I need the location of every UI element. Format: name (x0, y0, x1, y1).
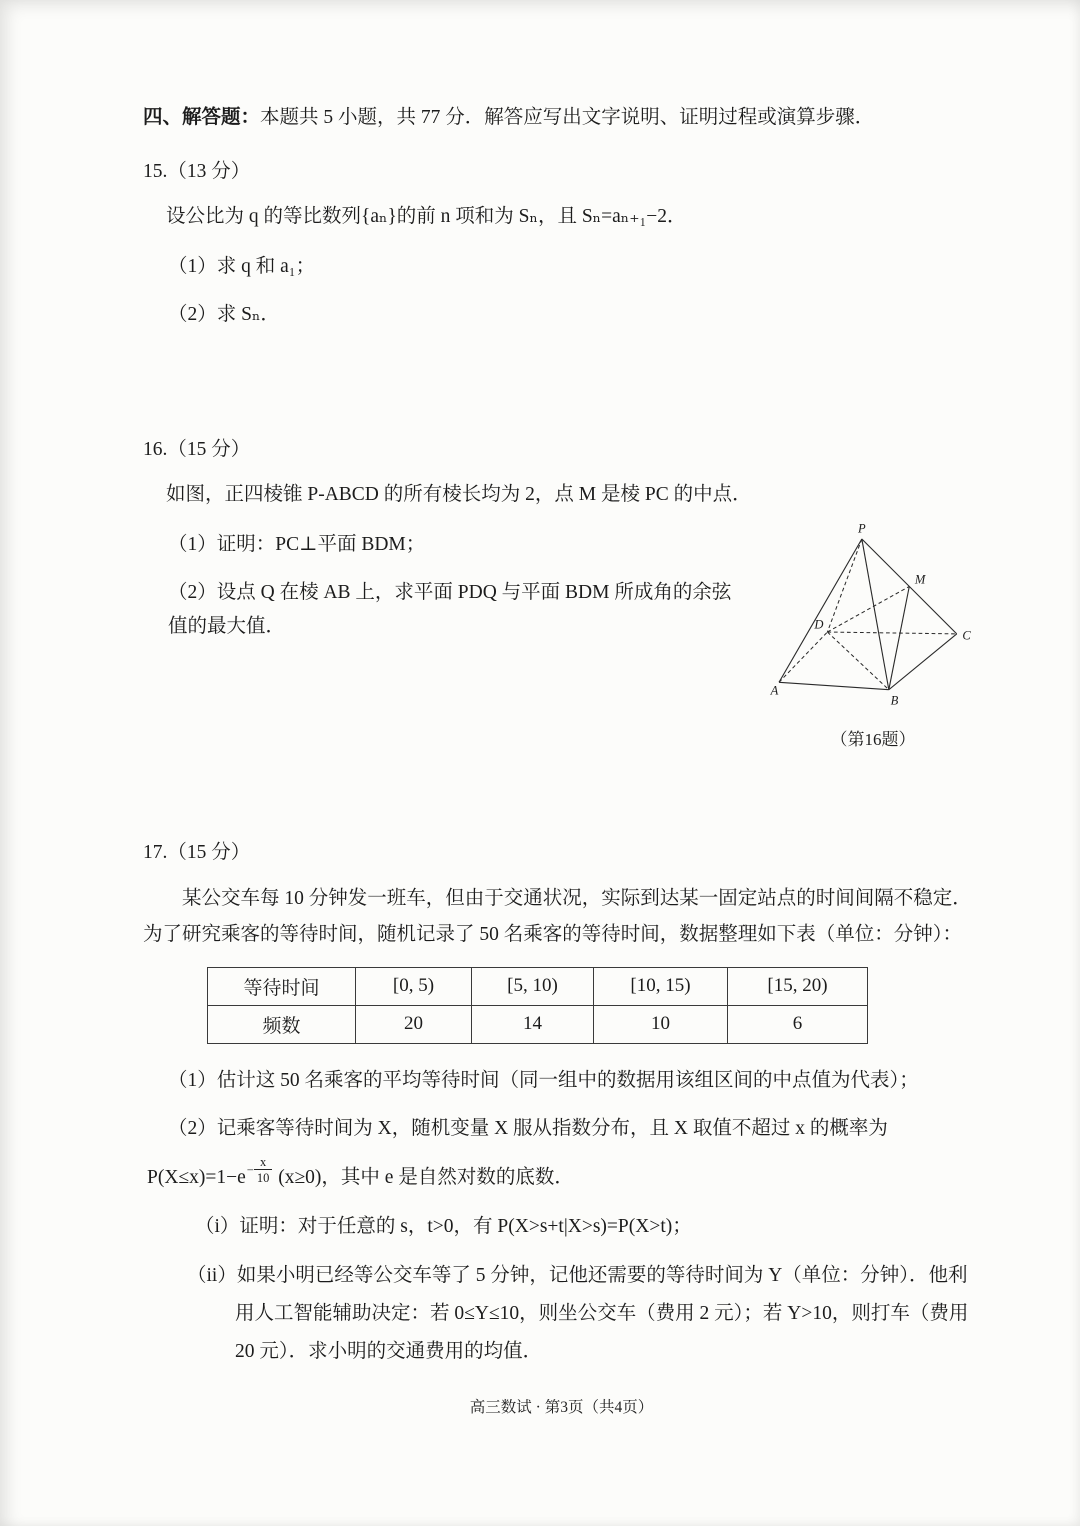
pyramid-diagram (766, 520, 980, 718)
formula-lhs: P(X≤x)=1−e (147, 1167, 246, 1189)
vertex-label-D: D (814, 616, 824, 631)
page-footer: 高三数试 · 第3页（共4页） (469, 1399, 654, 1417)
question-16-figure (766, 520, 980, 750)
question-17-intro: 某公交车每 10 分钟发一班车，但由于交通状况，实际到达某一固定站点的时间间隔不稳定．为了研究乘客的等待时间，随机记录了 50 名乘客的等待时间，数据整理如下表（单位：分钟）： (143, 887, 972, 945)
question-16 (143, 433, 980, 750)
frequency-value-4: 6 (728, 1005, 868, 1043)
frequency-value-3: 10 (594, 1005, 728, 1043)
table-header-interval-4: [15, 20) (728, 967, 868, 1005)
question-17-part-2-lead: （2）记乘客等待时间为 X，随机变量 X 服从指数分布，且 X 取值不超过 x 的概率为 (168, 1117, 888, 1139)
vertex-label-A: A (770, 683, 779, 698)
vertex-label-P: P (857, 521, 866, 536)
edge-AB (779, 682, 889, 689)
vertex-label-B: B (890, 693, 899, 708)
segment-DM (827, 586, 909, 632)
formula-exponent-numerator: x (259, 1154, 267, 1169)
question-16-intro: 如图，正四棱锥 P-ABCD 的所有棱长均为 2，点 M 是棱 PC 的中点． (166, 483, 752, 505)
question-17-item-i: （i）证明：对于任意的 s，t>0，有 P(X>s+t|X>s)=P(X>t)； (195, 1216, 692, 1238)
waiting-time-table (207, 967, 868, 1044)
vertex-label-M: M (914, 572, 926, 587)
formula-exponent-fraction (254, 1156, 273, 1185)
question-17-item-ii: （ii）如果小明已经等公交车等了 5 分钟，记他还需要的等待时间为 Y（单位：分钟）．他利用人工智能辅助决定：若 0≤Y≤10，则坐公交车（费用 2 元）；若 Y>10，则打车（费用 20 元）．求小明的交通费用的均值． (187, 1265, 969, 1363)
question-15-intro: 设公比为 q 的等比数列{aₙ}的前 n 项和为 Sₙ，且 Sₙ=aₙ₊₁−2． (166, 206, 687, 228)
table-header-row (208, 967, 868, 1005)
formula-exponent (247, 1156, 273, 1185)
edge-PD (827, 539, 861, 632)
edge-DC (827, 632, 956, 634)
section-header-desc: 本题共 5 小题，共 77 分．解答应写出文字说明、证明过程或演算步骤． (260, 107, 875, 128)
question-16-part-1: （1）证明：PC⊥平面 BDM； (168, 533, 426, 555)
question-17-label: 17.（15 分） (143, 841, 251, 863)
question-17-part-1: （1）估计这 50 名乘客的平均等待时间（同一组中的数据用该组区间的中点值为代表）； (168, 1069, 919, 1091)
exponential-distribution-formula (147, 1154, 980, 1195)
question-15-part-2: （2）求 Sₙ． (168, 304, 280, 326)
question-15-label: 15.（13 分） (143, 161, 251, 183)
formula-exponent-denominator: 10 (254, 1169, 273, 1185)
question-16-part-2: （2）设点 Q 在棱 AB 上，求平面 PDQ 与平面 BDM 所成角的余弦值的最大值． (168, 581, 732, 637)
section-header-type: 四、解答题： (143, 107, 261, 128)
segment-BM (889, 586, 909, 689)
table-header-interval-3: [10, 15) (594, 967, 728, 1005)
table-header-waiting-time: 等待时间 (208, 967, 356, 1005)
question-15 (143, 155, 980, 332)
vertex-label-C: C (962, 628, 971, 643)
frequency-value-2: 14 (472, 1005, 594, 1043)
formula-tail: (x≥0)，其中 e 是自然对数的底数． (273, 1167, 574, 1189)
table-header-interval-2: [5, 10) (472, 967, 594, 1005)
table-frequency-row (208, 1005, 868, 1043)
section-header (143, 102, 980, 133)
page-content (143, 102, 980, 1417)
figure-caption: （第16题） (830, 729, 916, 749)
question-17 (143, 836, 980, 1372)
edge-PA (779, 539, 862, 682)
table-header-interval-1: [0, 5) (356, 967, 472, 1005)
formula-exponent-sign: − (246, 1163, 254, 1178)
table-row-label: 频数 (208, 1005, 356, 1043)
frequency-value-1: 20 (356, 1005, 472, 1043)
question-16-label: 16.（15 分） (143, 438, 251, 460)
question-15-part-1: （1）求 q 和 a₁； (168, 256, 316, 278)
edge-BC (889, 634, 957, 690)
